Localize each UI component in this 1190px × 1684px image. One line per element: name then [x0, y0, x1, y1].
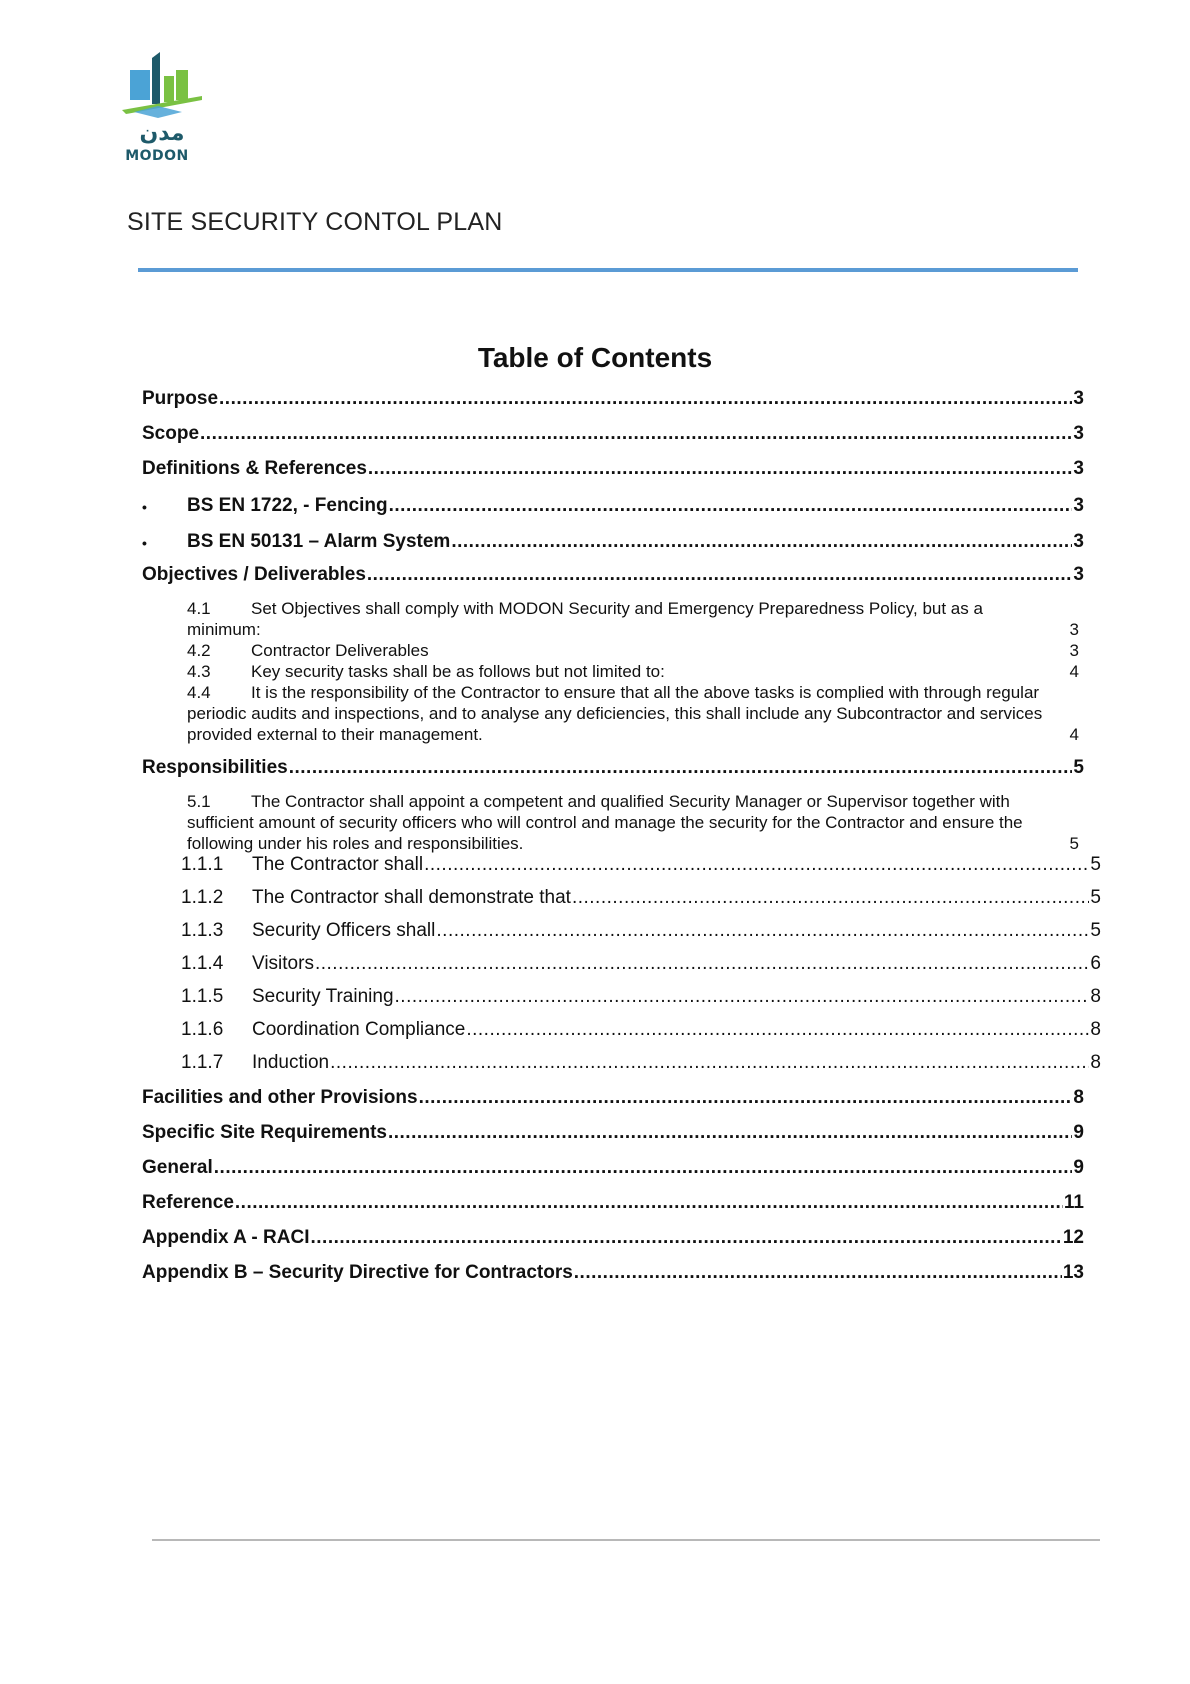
toc-item-page: 4 [1069, 662, 1079, 681]
toc-entry-facilities[interactable] [142, 1087, 1084, 1109]
toc-item-number: 1.1.2 [181, 887, 224, 908]
toc-item-number: 1.1.3 [181, 920, 224, 941]
toc-entry-page: 9 [1073, 1122, 1084, 1143]
logo-wordmark: MODON [125, 148, 189, 164]
toc-item-text: sufficient amount of security officers who will control and manage the security for the Contractor and ensure the [187, 813, 1023, 832]
toc-entry-general[interactable] [142, 1157, 1084, 1179]
toc-item-text: periodic audits and inspections, and to analyse any deficiencies, this shall include any Subcontractor and services [187, 704, 1043, 723]
toc-subitem-1-1-3[interactable] [181, 920, 1101, 942]
toc-item-number: 4.3 [187, 662, 211, 681]
toc-subitem-1-1-6[interactable] [181, 1019, 1101, 1041]
modon-logo-icon [112, 48, 212, 148]
toc-item-label: Visitors [252, 953, 314, 974]
toc-entry-page: 9 [1073, 1157, 1084, 1178]
toc-item-4-2[interactable] [187, 640, 1101, 661]
toc-item-text: provided external to their management. [187, 725, 483, 744]
toc-heading: Table of Contents [477, 342, 713, 373]
toc-item-page: 8 [1090, 1019, 1101, 1040]
toc-item-number: 1.1.7 [181, 1052, 224, 1073]
toc-subitem-1-1-1[interactable] [181, 854, 1101, 876]
toc-item-number: 4.2 [187, 641, 211, 660]
toc-subitem-1-1-4[interactable] [181, 953, 1101, 975]
toc-item-page: 8 [1090, 986, 1101, 1007]
toc-entry-definitions[interactable] [142, 458, 1084, 480]
toc-entry-page: 3 [1073, 531, 1084, 552]
toc-entry-label: Purpose [142, 388, 219, 409]
toc-entry-page: 5 [1073, 757, 1084, 778]
bullet-icon: • [142, 535, 147, 551]
toc-entry-appendix-a[interactable] [142, 1227, 1084, 1249]
toc-entry-label: Objectives / Deliverables [142, 564, 366, 585]
toc-entry-page: 3 [1073, 564, 1084, 585]
toc-entry-page: 3 [1073, 458, 1084, 479]
toc-entry-label: Facilities and other Provisions [142, 1087, 418, 1108]
toc-item-4-4[interactable] [187, 682, 1101, 745]
toc-item-number: 1.1.1 [181, 854, 224, 875]
toc-entry-scope[interactable] [142, 423, 1084, 445]
toc-entry-label: Specific Site Requirements [142, 1122, 387, 1143]
toc-item-text: Contractor Deliverables [251, 641, 429, 660]
footer-divider [152, 1539, 1100, 1541]
toc-item-label: The Contractor shall demonstrate that [252, 887, 571, 908]
toc-item-page: 4 [1069, 725, 1079, 744]
toc-entry-responsibilities[interactable] [142, 757, 1084, 779]
toc-entry-label: Reference [142, 1192, 234, 1213]
toc-item-text: following under his roles and responsibilities. [187, 834, 524, 853]
toc-entry-label: General [142, 1157, 213, 1178]
toc-item-4-1[interactable] [187, 598, 1101, 640]
toc-entry-objectives[interactable] [142, 564, 1084, 586]
toc-entry-purpose[interactable] [142, 388, 1084, 410]
toc-entry-label: Appendix A - RACI [142, 1227, 310, 1248]
toc-subitem-1-1-2[interactable] [181, 887, 1101, 909]
toc-item-label: Security Training [252, 986, 394, 1007]
toc-item-page: 3 [1069, 641, 1079, 660]
toc-entry-label: BS EN 50131 – Alarm System [187, 531, 451, 552]
toc-entry-label: Appendix B – Security Directive for Contractors [142, 1262, 573, 1283]
toc-item-label: Induction [252, 1052, 330, 1073]
toc-item-page: 5 [1090, 854, 1101, 875]
toc-item-number: 4.1 [187, 599, 211, 618]
toc-item-label: Coordination Compliance [252, 1019, 466, 1040]
toc-entry-appendix-b[interactable] [142, 1262, 1084, 1284]
toc-item-number: 1.1.6 [181, 1019, 224, 1040]
toc-item-text: Set Objectives shall comply with MODON Security and Emergency Preparedness Policy, but as a [251, 599, 983, 618]
bullet-icon: • [142, 499, 147, 515]
toc-item-number: 1.1.5 [181, 986, 224, 1007]
toc-item-5-1[interactable] [187, 791, 1101, 854]
logo-arabic-text: مدن [139, 121, 185, 146]
toc-entry-label: Definitions & References [142, 458, 367, 479]
toc-item-page: 3 [1069, 620, 1079, 639]
toc-entry-reference[interactable] [142, 1192, 1084, 1214]
toc-entry-specific-site[interactable] [142, 1122, 1084, 1144]
toc-entry-bs-en-1722[interactable] [187, 495, 1084, 517]
toc-entry-page: 3 [1073, 423, 1084, 444]
toc-entry-page: 12 [1062, 1227, 1084, 1248]
toc-item-number: 4.4 [187, 683, 211, 702]
toc-entry-page: 13 [1062, 1262, 1084, 1283]
toc-item-page: 6 [1090, 953, 1101, 974]
toc-entry-bs-en-50131[interactable] [187, 531, 1084, 553]
toc-item-text: minimum: [187, 620, 261, 639]
toc-item-4-3[interactable] [187, 661, 1101, 682]
toc-subitem-1-1-5[interactable] [181, 986, 1101, 1008]
toc-entry-label: Scope [142, 423, 200, 444]
toc-item-page: 5 [1069, 834, 1079, 853]
toc-item-page: 5 [1090, 887, 1101, 908]
toc-entry-page: 3 [1073, 388, 1084, 409]
toc-item-number: 1.1.4 [181, 953, 224, 974]
toc-item-label: Security Officers shall [252, 920, 436, 941]
toc-entry-page: 8 [1073, 1087, 1084, 1108]
toc-entry-page: 11 [1063, 1192, 1084, 1213]
toc-entry-page: 3 [1073, 495, 1084, 516]
toc-entry-label: Responsibilities [142, 757, 288, 778]
modon-logo [112, 48, 212, 168]
toc-item-label: The Contractor shall [252, 854, 424, 875]
toc-item-page: 8 [1090, 1052, 1101, 1073]
toc-entry-label: BS EN 1722, - Fencing [187, 495, 388, 516]
toc-subitem-1-1-7[interactable] [181, 1052, 1101, 1074]
toc-item-text: The Contractor shall appoint a competent and qualified Security Manager or Supervisor together with [251, 792, 1010, 811]
title-divider [138, 268, 1078, 272]
toc-item-text: It is the responsibility of the Contractor to ensure that all the above tasks is complied with through regular [251, 683, 1040, 702]
toc-item-text: Key security tasks shall be as follows but not limited to: [251, 662, 665, 681]
document-title: SITE SECURITY CONTOL PLAN [127, 208, 503, 236]
toc-item-number: 5.1 [187, 792, 211, 811]
toc-item-page: 5 [1090, 920, 1101, 941]
